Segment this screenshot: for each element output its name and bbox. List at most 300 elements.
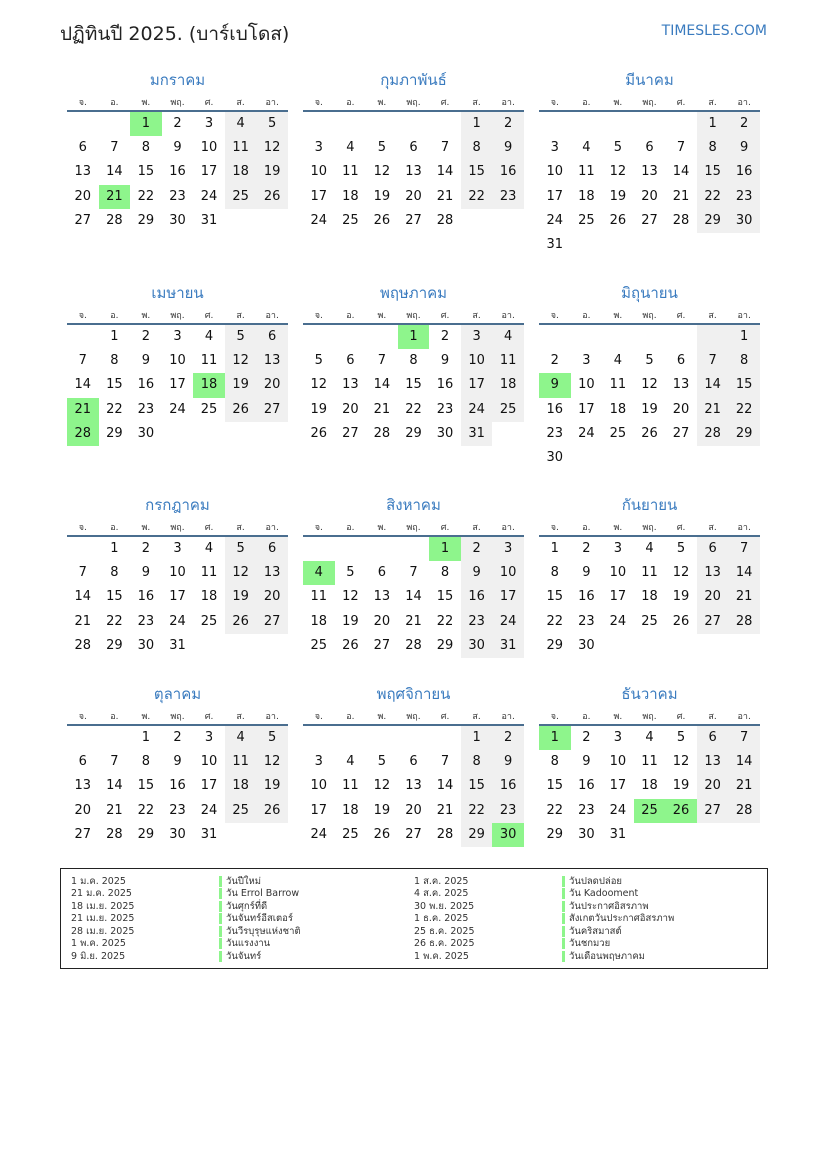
empty-day-cell — [303, 325, 335, 349]
month-name: มกราคม — [149, 71, 206, 89]
day-cell: 5 — [314, 353, 323, 369]
day-cell: 6 — [256, 325, 288, 349]
day-cell: 30 — [137, 425, 155, 441]
day-cell: 8 — [461, 750, 493, 774]
empty-day-cell — [697, 233, 729, 257]
day-cell: 21 — [74, 613, 92, 629]
day-cell: 22 — [461, 185, 493, 209]
day-cell: 1 — [697, 112, 729, 136]
day-cell: 19 — [373, 188, 391, 204]
day-cell: 21 — [106, 802, 123, 818]
day-cell: 12 — [342, 589, 359, 605]
site-brand-link[interactable]: TIMESLES.COM — [661, 23, 767, 39]
weekday-label: พฤ. — [642, 712, 657, 722]
day-cell: 29 — [546, 826, 564, 842]
day-cell: 1 — [550, 541, 559, 556]
day-cell: 6 — [409, 140, 418, 156]
day-cell: 20 — [74, 802, 92, 818]
day-cell: 18 — [641, 778, 658, 794]
weekday-label: พฤ. — [406, 98, 421, 108]
day-cell: 29 — [106, 637, 123, 653]
day-grid — [303, 112, 524, 233]
month-name: เมษายน — [151, 284, 204, 302]
day-cell: 16 — [436, 377, 454, 393]
day-cell: 23 — [169, 188, 186, 204]
holiday-name: วันเดือนพฤษภาคม — [569, 950, 645, 962]
day-cell: 4 — [613, 353, 623, 369]
holiday-name: วันศุกร์ที่ดี — [226, 900, 268, 912]
day-cell: 26 — [256, 799, 288, 823]
day-cell: 23 — [578, 613, 595, 629]
day-cell: 4 — [582, 140, 591, 156]
day-cell: 13 — [697, 750, 729, 774]
day-grid — [303, 726, 524, 847]
day-cell: 2 — [582, 730, 591, 745]
weekday-label: อา. — [737, 311, 751, 321]
day-cell: 29 — [436, 637, 454, 653]
day-cell: 19 — [310, 401, 328, 417]
day-cell: 22 — [405, 401, 422, 417]
day-cell: 13 — [405, 164, 422, 180]
holiday-date: 1 ส.ค. 2025 — [414, 875, 469, 887]
day-cell: 9 — [141, 353, 151, 369]
day-cell: 13 — [256, 349, 288, 373]
day-cell: 18 — [193, 373, 225, 397]
day-cell: 16 — [169, 164, 186, 180]
weekday-header — [539, 94, 760, 112]
holiday-marker — [219, 951, 222, 962]
empty-day-cell — [256, 422, 288, 446]
day-cell: 27 — [74, 212, 92, 228]
empty-day-cell — [256, 823, 288, 847]
day-cell: 31 — [169, 637, 186, 653]
day-cell: 19 — [256, 774, 288, 798]
holiday-marker — [562, 938, 565, 949]
day-cell: 23 — [578, 802, 595, 818]
weekday-label: ศ. — [440, 523, 450, 533]
day-cell: 16 — [578, 589, 595, 605]
day-cell: 29 — [137, 212, 155, 228]
day-cell: 4 — [204, 329, 214, 344]
day-cell: 17 — [609, 778, 627, 794]
day-cell: 17 — [169, 377, 186, 393]
day-cell: 22 — [436, 613, 454, 629]
day-cell: 25 — [200, 613, 218, 629]
empty-day-cell — [571, 233, 603, 257]
day-cell: 8 — [461, 136, 493, 160]
weekday-label: ศ. — [204, 523, 214, 533]
empty-day-cell — [697, 634, 729, 658]
weekday-label: พฤ. — [170, 712, 185, 722]
empty-day-cell — [303, 112, 335, 136]
day-cell: 13 — [641, 164, 658, 180]
day-cell: 27 — [641, 212, 658, 228]
day-cell: 6 — [346, 353, 355, 369]
holiday-marker — [219, 888, 222, 899]
weekday-label: พ. — [613, 311, 623, 321]
weekday-header — [67, 307, 288, 325]
day-cell: 18 — [492, 373, 524, 397]
day-cell: 16 — [578, 778, 595, 794]
day-cell: 21 — [405, 613, 422, 629]
empty-day-cell — [728, 634, 760, 658]
weekday-label: ส. — [708, 311, 717, 321]
holiday-date: 28 เม.ย. 2025 — [71, 925, 135, 937]
month-name: สิงหาคม — [386, 496, 441, 514]
empty-day-cell — [665, 446, 697, 470]
day-cell: 12 — [672, 754, 690, 770]
weekday-label: อ. — [346, 311, 355, 321]
empty-day-cell — [193, 634, 225, 658]
day-cell: 2 — [141, 329, 151, 344]
day-cell: 14 — [405, 589, 422, 605]
holiday-name: วันปลดปล่อย — [569, 875, 622, 887]
day-cell: 2 — [492, 726, 524, 750]
day-cell: 2 — [440, 329, 450, 344]
day-cell: 11 — [310, 589, 328, 605]
month-name: กุมภาพันธ์ — [380, 71, 447, 89]
day-cell: 24 — [310, 212, 328, 228]
day-cell: 7 — [78, 565, 87, 581]
weekday-header — [539, 519, 760, 537]
day-cell: 3 — [314, 754, 323, 770]
day-cell: 23 — [492, 799, 524, 823]
weekday-label: ส. — [472, 311, 481, 321]
day-cell: 20 — [74, 188, 92, 204]
day-cell: 11 — [641, 565, 658, 581]
month-name: มีนาคม — [625, 71, 674, 89]
day-cell: 9 — [461, 561, 493, 585]
empty-day-cell — [571, 112, 603, 136]
weekday-label: อา. — [501, 311, 515, 321]
day-cell: 27 — [342, 425, 359, 441]
day-cell: 25 — [634, 799, 666, 823]
day-cell: 28 — [436, 212, 454, 228]
empty-day-cell — [634, 634, 666, 658]
day-cell: 22 — [546, 802, 564, 818]
day-cell: 14 — [728, 561, 760, 585]
empty-day-cell — [67, 537, 99, 561]
day-cell: 30 — [137, 637, 155, 653]
day-cell: 11 — [578, 164, 595, 180]
empty-day-cell — [256, 209, 288, 233]
day-cell: 28 — [106, 826, 123, 842]
weekday-label: ส. — [472, 712, 481, 722]
day-cell: 10 — [200, 140, 218, 156]
empty-day-cell — [634, 823, 666, 847]
month-calendar — [303, 70, 524, 233]
weekday-label: อ. — [582, 311, 591, 321]
day-cell: 4 — [204, 541, 214, 556]
day-cell: 3 — [204, 116, 214, 131]
day-cell: 30 — [492, 823, 524, 847]
holiday-date: 21 เม.ย. 2025 — [71, 913, 135, 925]
day-cell: 28 — [405, 637, 422, 653]
holiday-marker — [562, 926, 565, 937]
month-calendar — [539, 70, 760, 257]
day-cell: 22 — [546, 613, 564, 629]
day-cell: 11 — [641, 754, 658, 770]
day-cell: 16 — [461, 585, 493, 609]
day-cell: 7 — [676, 140, 686, 156]
day-cell: 9 — [728, 136, 760, 160]
day-cell: 15 — [697, 160, 729, 184]
day-cell: 7 — [440, 140, 450, 156]
day-cell: 2 — [173, 116, 182, 131]
day-cell: 5 — [377, 754, 387, 770]
weekday-label: จ. — [550, 98, 559, 108]
weekday-label: พ. — [141, 98, 151, 108]
day-cell: 31 — [461, 422, 493, 446]
day-cell: 24 — [609, 613, 627, 629]
day-cell: 18 — [225, 160, 257, 184]
day-cell: 21 — [99, 185, 131, 209]
day-cell: 10 — [609, 565, 627, 581]
day-cell: 15 — [106, 377, 123, 393]
day-cell: 2 — [141, 541, 151, 556]
holiday-marker — [219, 938, 222, 949]
day-cell: 9 — [582, 565, 591, 581]
day-cell: 1 — [461, 726, 493, 750]
day-cell: 26 — [225, 398, 257, 422]
day-cell: 17 — [200, 778, 218, 794]
empty-day-cell — [697, 325, 729, 349]
day-cell: 13 — [672, 377, 690, 393]
weekday-label: พฤ. — [642, 311, 657, 321]
empty-day-cell — [225, 422, 257, 446]
weekday-label: ศ. — [676, 311, 686, 321]
month-name: ตุลาคม — [153, 685, 202, 703]
weekday-label: พ. — [141, 311, 151, 321]
weekday-label: จ. — [314, 712, 323, 722]
day-cell: 26 — [225, 610, 257, 634]
day-cell: 25 — [492, 398, 524, 422]
day-cell: 20 — [672, 401, 690, 417]
weekday-label: ส. — [708, 523, 717, 533]
day-cell: 30 — [461, 634, 493, 658]
month-name: มิถุนายน — [621, 284, 678, 302]
day-cell: 1 — [141, 730, 151, 745]
day-cell: 18 — [641, 589, 658, 605]
day-cell: 19 — [672, 589, 690, 605]
day-cell: 26 — [609, 212, 627, 228]
day-cell: 31 — [200, 212, 218, 228]
day-cell: 25 — [225, 185, 257, 209]
day-cell: 8 — [141, 754, 151, 770]
weekday-label: อ. — [346, 523, 355, 533]
day-cell: 5 — [346, 565, 355, 581]
day-cell: 15 — [106, 589, 123, 605]
day-cell: 18 — [578, 188, 595, 204]
month-name: พฤษภาคม — [379, 284, 448, 302]
day-cell: 14 — [106, 778, 123, 794]
weekday-label: ศ. — [676, 712, 686, 722]
holiday-marker — [562, 888, 565, 899]
day-cell: 15 — [405, 377, 422, 393]
day-cell: 9 — [173, 754, 182, 770]
month-name: พฤศจิกายน — [376, 685, 451, 703]
day-cell: 2 — [461, 537, 493, 561]
day-cell: 23 — [492, 185, 524, 209]
day-cell: 12 — [225, 561, 257, 585]
day-cell: 5 — [256, 726, 288, 750]
day-cell: 16 — [492, 160, 524, 184]
holiday-date: 1 ม.ค. 2025 — [71, 875, 126, 887]
day-cell: 7 — [110, 754, 119, 770]
day-cell: 17 — [546, 188, 564, 204]
day-cell: 3 — [550, 140, 559, 156]
weekday-label: จ. — [78, 98, 87, 108]
day-cell: 27 — [697, 799, 729, 823]
day-cell: 11 — [225, 136, 257, 160]
day-cell: 29 — [728, 422, 760, 446]
day-cell: 23 — [728, 185, 760, 209]
weekday-label: พฤ. — [406, 311, 421, 321]
weekday-label: อ. — [582, 98, 591, 108]
weekday-label: จ. — [314, 523, 323, 533]
day-cell: 15 — [137, 164, 155, 180]
holiday-name: วันชกมวย — [569, 938, 611, 950]
day-cell: 16 — [492, 774, 524, 798]
day-cell: 1 — [728, 325, 760, 349]
day-cell: 5 — [676, 730, 686, 745]
empty-day-cell — [225, 209, 257, 233]
holiday-date: 25 ธ.ค. 2025 — [414, 925, 475, 937]
weekday-label: จ. — [550, 311, 559, 321]
weekday-label: อา. — [737, 98, 751, 108]
holiday-marker — [562, 951, 565, 962]
empty-day-cell — [665, 112, 697, 136]
holiday-date: 18 เม.ย. 2025 — [71, 900, 135, 912]
day-cell: 3 — [314, 140, 323, 156]
day-cell: 4 — [346, 140, 355, 156]
holiday-date: 4 ส.ค. 2025 — [414, 888, 469, 900]
day-cell: 9 — [539, 373, 571, 397]
weekday-label: ส. — [708, 98, 717, 108]
day-cell: 31 — [546, 236, 564, 252]
empty-day-cell — [193, 422, 225, 446]
empty-day-cell — [634, 112, 666, 136]
day-cell: 14 — [697, 373, 729, 397]
weekday-label: จ. — [78, 311, 87, 321]
day-cell: 15 — [728, 373, 760, 397]
empty-day-cell — [398, 726, 430, 750]
day-cell: 22 — [461, 799, 493, 823]
weekday-label: ศ. — [204, 98, 214, 108]
empty-day-cell — [602, 446, 634, 470]
holiday-marker — [562, 876, 565, 887]
day-cell: 25 — [225, 799, 257, 823]
day-cell: 27 — [74, 826, 92, 842]
day-cell: 25 — [200, 401, 218, 417]
day-cell: 25 — [342, 826, 359, 842]
day-cell: 16 — [728, 160, 760, 184]
empty-day-cell — [335, 112, 367, 136]
day-cell: 19 — [373, 802, 391, 818]
day-cell: 29 — [697, 209, 729, 233]
legend-row — [414, 950, 757, 963]
weekday-label: พ. — [377, 98, 387, 108]
holiday-name: วันจันทร์อีสเตอร์ — [226, 913, 293, 925]
day-cell: 30 — [169, 212, 186, 228]
holiday-name: วัน Errol Barrow — [226, 888, 300, 900]
day-cell: 26 — [256, 185, 288, 209]
day-cell: 9 — [440, 353, 450, 369]
weekday-label: ศ. — [440, 98, 450, 108]
day-cell: 24 — [310, 826, 328, 842]
empty-day-cell — [571, 325, 603, 349]
weekday-label: พฤ. — [170, 98, 185, 108]
day-cell: 24 — [169, 613, 186, 629]
day-cell: 28 — [373, 425, 391, 441]
empty-day-cell — [602, 325, 634, 349]
day-cell: 21 — [697, 398, 729, 422]
day-cell: 10 — [310, 778, 328, 794]
holiday-marker — [562, 913, 565, 924]
weekday-header — [67, 708, 288, 726]
day-cell: 19 — [641, 401, 658, 417]
day-cell: 13 — [256, 561, 288, 585]
month-name: กันยายน — [621, 496, 678, 514]
day-cell: 5 — [225, 537, 257, 561]
day-cell: 20 — [373, 613, 391, 629]
weekday-label: จ. — [314, 311, 323, 321]
day-cell: 27 — [405, 826, 422, 842]
day-cell: 3 — [173, 329, 182, 344]
day-cell: 30 — [546, 449, 564, 465]
month-calendar — [303, 495, 524, 658]
day-cell: 6 — [676, 353, 686, 369]
day-cell: 27 — [672, 425, 690, 441]
empty-day-cell — [461, 209, 493, 233]
weekday-label: ส. — [236, 712, 245, 722]
holiday-name: วันแรงงาน — [226, 938, 271, 950]
day-cell: 16 — [169, 778, 186, 794]
day-cell: 28 — [67, 422, 99, 446]
empty-day-cell — [398, 537, 430, 561]
day-cell: 26 — [641, 425, 658, 441]
day-cell: 15 — [546, 778, 564, 794]
day-cell: 7 — [377, 353, 387, 369]
day-cell: 25 — [578, 212, 595, 228]
day-cell: 20 — [697, 774, 729, 798]
weekday-label: อา. — [737, 523, 751, 533]
empty-day-cell — [728, 233, 760, 257]
day-cell: 14 — [436, 778, 454, 794]
day-cell: 24 — [169, 401, 186, 417]
empty-day-cell — [539, 112, 571, 136]
empty-day-cell — [67, 726, 99, 750]
empty-day-cell — [225, 634, 257, 658]
day-cell: 3 — [173, 541, 182, 556]
day-cell: 13 — [373, 589, 391, 605]
day-cell: 7 — [440, 754, 450, 770]
day-cell: 3 — [204, 730, 214, 745]
empty-day-cell — [162, 422, 194, 446]
day-cell: 27 — [256, 610, 288, 634]
day-cell: 22 — [106, 401, 123, 417]
day-cell: 10 — [492, 561, 524, 585]
day-cell: 5 — [225, 325, 257, 349]
day-cell: 22 — [137, 188, 155, 204]
empty-day-cell — [366, 726, 398, 750]
day-cell: 6 — [377, 565, 387, 581]
day-cell: 9 — [173, 140, 182, 156]
weekday-label: อ. — [110, 712, 119, 722]
day-cell: 30 — [728, 209, 760, 233]
day-cell: 5 — [613, 140, 623, 156]
day-cell: 17 — [200, 164, 218, 180]
